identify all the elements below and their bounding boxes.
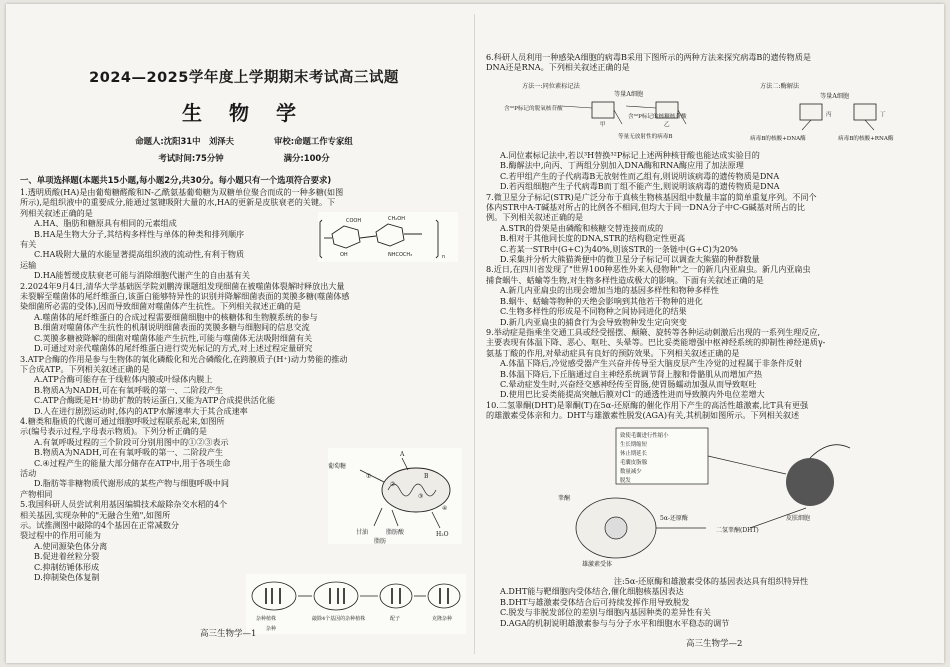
text-line: 未裂解至噬菌体的尾纤维蛋白,该蛋白能够特异性的识别并降解细菌表面的荚膜多糖(噬菌体感: [20, 291, 350, 302]
exam-title: 2024—2025学年度上学期期末考试高三试题: [89, 70, 399, 86]
svg-text:①: ①: [366, 473, 372, 480]
left-footer: 高三生物学—1: [200, 628, 257, 639]
dna-nucleotide-label: 含³²P标记的脱氧核苷酸: [504, 106, 563, 112]
tube-bing: [800, 104, 822, 120]
option-line: D.脂肪等非糖物质代谢形成的某些产物与细胞呼吸中间: [34, 478, 229, 489]
rna-nucleotide-label: 含³²P标记的核糖核苷酸: [628, 114, 687, 120]
text-line: 5.我国科研人员尝试利用基因编辑技术敲除杂交水稻的4个: [20, 499, 228, 510]
option-line: A.HA、脂肪和糖原具有相同的元素组成: [34, 218, 177, 229]
svg-text:COOH: COOH: [346, 218, 362, 224]
text-line: 产物相同: [20, 488, 53, 499]
right-questions-bottom: [486, 576, 936, 628]
fat-label: 脂肪: [374, 538, 387, 544]
mutant-plant-label: 敲除4个基因的杂种植株: [312, 616, 366, 622]
right-page: [486, 4, 936, 663]
text-line: 相关基因,实现杂种的"无融合生殖",如图所: [20, 509, 171, 520]
method-2-label: 方法二:酶解法: [760, 83, 800, 90]
effect-4: 毛囊皮脂腺: [620, 460, 647, 466]
option-line: A.有氧呼吸过程的三个阶段可分别用图中的①②③表示: [34, 436, 229, 447]
apomixis-figure: [246, 574, 466, 634]
dht-label: 二氢睾酮(DHT): [716, 527, 759, 534]
svg-text:③: ③: [418, 493, 424, 500]
effect-5: 数量减少: [620, 469, 642, 475]
sugar-ring-2: [376, 224, 404, 246]
meta-row-1: [20, 135, 468, 147]
tube-jia: [592, 102, 614, 118]
option-line: B.物质A为NADH,可在有氧呼吸的第一、二阶段产生: [34, 384, 224, 395]
option-line: C.HA吸附大量的水能显著提高组织液的流动性,有利于物质: [34, 249, 245, 260]
hair-follicle: [786, 458, 834, 506]
text-line: 6.科研人员利用一种感染A细胞的病毒B采用下图所示的两种方法来探究病毒B的遗传物质是: [486, 52, 811, 62]
option-line: A.噬菌体的尾纤维蛋白的合成过程需要细菌细胞中的核糖体和生物膜系统的参与: [34, 311, 318, 322]
option-line: A.新几内亚扁虫的出现会增加当地的基因多样性和物种多样性: [500, 285, 719, 296]
mitochondrion: [382, 468, 450, 512]
option-line: C.若甲组产生的子代病毒B无放射性而乙组有,则说明该病毒的遗传物质是DNA: [500, 170, 780, 181]
text-line: 示(编号表示过程,字母表示物质)。下列分析正确的是: [20, 426, 207, 437]
metabolism-figure: [328, 448, 462, 544]
text-line: 裂过程中的作用可能为: [20, 530, 101, 541]
option-line: A.STR的骨架是由磷酸和核糖交替连接而成的: [500, 222, 664, 233]
full-score: 满分:100分: [283, 153, 330, 163]
option-line: C.生物多样性的形成是不同物种之间协同进化的结果: [500, 306, 687, 317]
text-line: 下合成ATP。下列相关叙述正确的是: [20, 363, 150, 374]
clone-label: 克隆杂种: [432, 616, 453, 622]
receptor-label: 雄激素受体: [582, 561, 613, 568]
effect-2: 生长期缩短: [620, 442, 647, 448]
option-line: C.抑制纺锤体形成: [34, 561, 100, 572]
text-line: 捕食蜗牛、蛞蝓等生物,对生物多样性造成极大的影响。下面有关叙述正确的是: [486, 274, 764, 285]
h2o-label: H₂O: [436, 531, 449, 538]
effect-6: 脱发: [620, 478, 631, 484]
yi-label: 乙: [664, 122, 670, 128]
option-line: C.若某一STR中(G+C)为40%,则该STR的一条链中(G+C)为20%: [500, 243, 738, 254]
option-line: D.采集并分析大熊猫粪便中的微卫星分子标记可以调查大熊猫的种群数量: [500, 254, 760, 265]
option-line: D.新几内亚扁虫的捕食行为会导致物种发生定向突变: [500, 316, 687, 327]
enzyme-label: 5α-还原酶: [660, 515, 688, 522]
option-line: A.同位素标记法中,若以³H替换³²P标记上述两种核苷酸也能达成实验目的: [500, 150, 760, 160]
option-line: D.AGA的机制说明雄激素参与与分子水平和细胞水平稳态的调节: [500, 617, 730, 628]
option-line: B.体温下降后,下丘脑通过自主神经系统调节肾上腺和骨骼肌从而增加产热: [500, 368, 763, 379]
a-cell-label-1: 等量A细胞: [614, 91, 644, 98]
text-line: 3.ATP合酶的作用是参与生物体的氧化磷酸化和光合磷酸化,在跨膜质子(H⁺)动力势能的推动: [20, 353, 348, 364]
tube-ding: [854, 104, 876, 120]
text-line: 9.举动症是指乘坐交通工具或经受摇摆、颠簸、旋转等各种运动刺激后出现的一系列生理反应,: [486, 326, 821, 337]
text-line: 2.2024年9月4日,清华大学基础医学院刘鹏涛课题组发现细菌在被噬菌体裂解时释放出大量: [20, 280, 345, 291]
option-line: C.脱发与非脱发部位的差别与细胞内基因种类的差异性有关: [500, 607, 711, 618]
cell-clone: [428, 584, 460, 608]
page-divider: [474, 14, 475, 654]
option-line: C.晕动症发生时,兴奋经交感神经传至胃肠,使胃肠蠕动加强从而导致呕吐: [500, 378, 757, 389]
svg-text:④: ④: [442, 505, 448, 512]
hybrid-label: 杂种: [266, 626, 277, 632]
nucleus: [605, 517, 627, 539]
exam-time: 考试时间:75分钟: [158, 153, 224, 163]
text-line: 示。试推测图中敲除的4个基因在正常减数分: [20, 520, 179, 530]
text-line: 4.糖类和脂质的代谢可通过细胞呼吸过程联系起来,如图所: [20, 415, 225, 426]
option-line: C.荚膜多糖被降解的细菌对噬菌体能产生抗性,可能与噬菌体无法吸附细菌有关: [34, 332, 313, 343]
normal-plant-label: 杂种植株: [256, 616, 277, 622]
jia-label: 甲: [600, 122, 606, 128]
method-1-label: 方法一:同位素标记法: [522, 83, 580, 90]
text-line: 1.透明质酸(HA)是由葡萄糖醛酸和N-乙酰氨基葡萄糖为双糖单位聚合而成的一种多糖(如图: [20, 187, 344, 197]
option-line: D.HA能暂缓皮肤衰老可能与消除细胞代谢产生的自由基有关: [34, 270, 250, 281]
option-line: D.可通过对亲代噬菌体的尾纤维蛋白进行荧光标记的方式,对上述过程定量研究: [34, 343, 313, 354]
text-line: 染细菌所必需的受体),因而导致细菌对噬菌体产生抗性。下列相关叙述正确的是: [20, 301, 301, 312]
dnase-label: 病毒B的核酸+DNA酶: [750, 136, 806, 142]
option-line: A.ATP合酶可能存在于线粒体内膜或叶绿体内膜上: [34, 374, 213, 385]
option-line: B.相对于其他同长度的DNA,STR的结构稳定性更高: [500, 233, 686, 244]
dht-mechanism-figure: [556, 424, 876, 574]
subject-title: 生 物 学: [182, 101, 306, 125]
effect-3: 休止期延长: [620, 451, 647, 457]
a-cell-label-2: 等量A细胞: [820, 93, 850, 100]
virus-experiment-figure: [502, 80, 922, 146]
b-label: B: [424, 473, 429, 480]
author: 命题人:沈阳31中 刘泽夫: [135, 136, 235, 146]
option-line: D.使用巴比妥类能提高突触后膜对Cl⁻的通透性进而导致膜内外电位差增大: [500, 389, 765, 400]
sugar-ring-1: [332, 226, 360, 248]
text-line: 8.近日,在四川省发现了"世界100种恶性外来入侵物种"之一的新几内亚扁虫。新几内亚扁虫: [486, 264, 811, 275]
text-line: 所示),是组织液中的重要成分,能通过氢键吸附大量的水,HA的更新是皮肤衰老的关键。下: [20, 197, 336, 208]
n-label: n: [442, 254, 446, 260]
svg-text:CH₂OH: CH₂OH: [388, 216, 405, 222]
option-line: B.DHT与雄激素受体结合后可持续发挥作用导致脱发: [500, 596, 690, 607]
svg-text:②: ②: [390, 481, 396, 488]
option-line: B.酶解法中,向丙、丁两组分别加入DNA酶和RNA酶应用了加法原理: [500, 160, 744, 171]
effect-1: 致使毛囊进行性缩小: [620, 433, 669, 439]
note-line: 注:5α-还原酶和雄激素受体的基因表达具有组织特异性: [613, 576, 809, 586]
glycerol-label: 甘油: [356, 529, 369, 536]
reviewer: 审校:命题工作专家组: [274, 136, 353, 146]
cell-gamete: [380, 584, 412, 608]
text-line: 活动: [20, 467, 37, 478]
option-line: A.体温下降后,冷觉感受器产生兴奋并传导至大脑皮层产生冷觉的过程属于非条件反射: [500, 358, 803, 369]
fatty-acid-label: 脂肪酸: [386, 529, 405, 536]
option-line: B.细菌对噬菌体产生抗性的机制说明细菌表面的荚膜多糖与细胞间的信息交流: [34, 322, 310, 333]
left-page: [20, 4, 468, 663]
cell-normal: [252, 582, 296, 610]
text-line: 10.二氢睾酮(DHT)是睾酮(T)在5α-还原酶的催化作用下产生的高活性雄激素,比T具有更强: [486, 399, 809, 410]
option-line: A.使同源染色体分离: [34, 540, 108, 551]
ding-label: 丁: [880, 112, 886, 118]
svg-text:OH: OH: [340, 252, 348, 258]
right-questions-mid: [486, 150, 936, 421]
option-line: B.物质A为NADH,可在有氧呼吸的第一、二阶段产生: [34, 447, 224, 458]
option-line: A.DHT能与靶细胞内受体结合,催化细胞核基因表达: [500, 586, 684, 597]
svg-text:NHCOCH₃: NHCOCH₃: [388, 252, 413, 258]
option-line: B.HA是生物大分子,其结构多样性与单体的种类和排列顺序: [34, 228, 245, 239]
option-line: D.若丙组细胞产生子代病毒B而丁组不能产生,则说明该病毒的遗传物质是DNA: [500, 181, 780, 192]
right-footer: 高三生物学—2: [686, 638, 743, 649]
cell-edited: [314, 582, 358, 610]
option-line: D.人在进行剧烈运动时,体内的ATP水解速率大于其合成速率: [34, 405, 248, 416]
text-line: 有关: [20, 239, 37, 250]
virus-label: 等量无放射性的病毒B: [618, 134, 673, 140]
skin-cell-label: 皮肤细胞: [786, 515, 811, 522]
gamete-label: 配子: [390, 616, 401, 622]
a-label: A: [400, 451, 405, 458]
text-line: 主要表现有体温下降、恶心、呕吐、头晕等。巴比妥类能增强中枢神经系统的抑制性神经递质γ-: [486, 337, 826, 348]
meta-row-2: [20, 152, 468, 164]
option-line: B.促进着丝粒分裂: [34, 551, 100, 562]
bing-label: 丙: [826, 112, 832, 118]
option-line: B.蜗牛、蛞蝓等物种的天绝会影响到其他若干物种的进化: [500, 295, 703, 306]
text-line: 例。下列相关叙述正确的是: [486, 212, 584, 223]
text-line: 氨基丁酸的作用,对晕动症具有良好的预防效果。下列相关叙述正确的是: [486, 347, 740, 358]
text-line: 运输: [20, 259, 37, 270]
text-line: 7.微卫星分子标记(STR)是广泛分布于真核生物核基因组中数量丰富的简单重复序列。不同个: [486, 191, 817, 202]
option-line: C.④过程产生的能量大部分储存在ATP中,用于各项生命: [34, 457, 231, 468]
option-line: C.ATP合酶既是H⁺协助扩散的转运蛋白,又能为ATP合成提供活化能: [34, 395, 276, 406]
exam-sheet: [6, 4, 944, 663]
text-line: 列相关叙述正确的是: [20, 207, 93, 218]
text-line: 体内STR中A-T碱基对所占的比例各不相同,但均大于同一DNA分子中C-G碱基对所占的比: [486, 202, 806, 213]
testosterone-label: 睾酮: [558, 495, 571, 502]
section-heading: 一、单项选择题(本题共15小题,每小题2分,共30分。每小题只有一个选项符合要求): [20, 175, 332, 185]
glucose-label: 葡萄糖: [328, 463, 347, 470]
text-line: 的雄激素受体亲和力。DHT与雄激素性脱发(AGA)有关,其机制如图所示。下列相关叙述: [486, 410, 800, 421]
ha-structure-figure: [318, 212, 458, 262]
rnase-label: 病毒B的核酸+RNA酶: [838, 136, 894, 142]
option-line: D.抑制染色体复制: [34, 572, 100, 583]
right-questions-top: [486, 52, 936, 73]
text-line: DNA还是RNA。下列相关叙述正确的是: [486, 62, 630, 73]
